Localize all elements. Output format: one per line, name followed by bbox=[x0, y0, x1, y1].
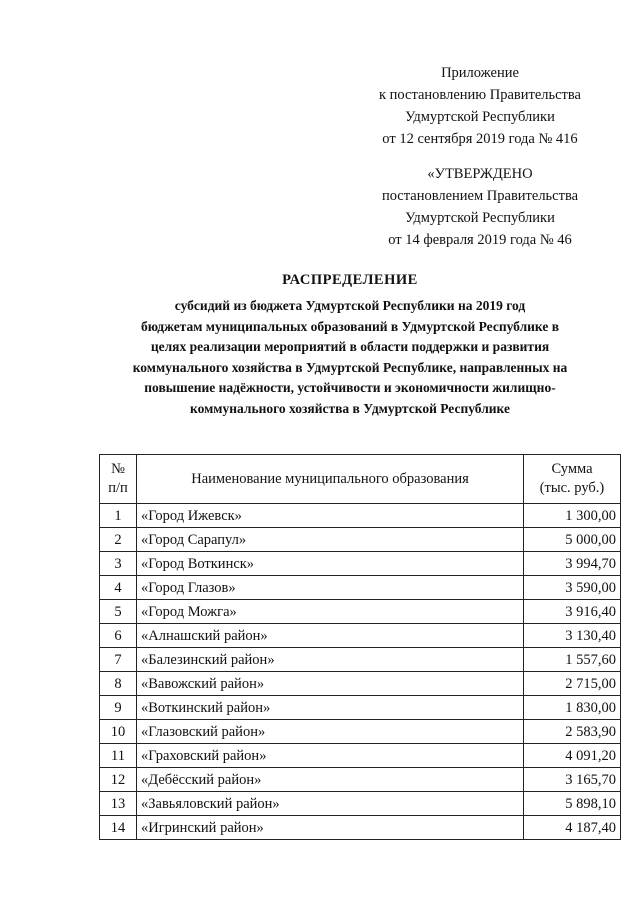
row-sum: 2 583,90 bbox=[524, 720, 621, 744]
row-number: 2 bbox=[100, 528, 137, 552]
header-sum bbox=[524, 455, 621, 504]
table-row bbox=[100, 696, 621, 720]
table-row bbox=[100, 720, 621, 744]
subtitle-line: целях реализации мероприятий в области поддержки и развития bbox=[150, 339, 550, 354]
row-number: 5 bbox=[100, 600, 137, 624]
table-row bbox=[100, 528, 621, 552]
row-number: 3 bbox=[100, 552, 137, 576]
row-number: 10 bbox=[100, 720, 137, 744]
row-sum: 4 187,40 bbox=[524, 816, 621, 840]
header-name: Наименование муниципального образования bbox=[137, 455, 524, 504]
row-number: 7 bbox=[100, 648, 137, 672]
table-row bbox=[100, 768, 621, 792]
row-name: «Город Воткинск» bbox=[137, 552, 524, 576]
subtitle-line: субсидий из бюджета Удмуртской Республики на 2019 год bbox=[174, 298, 526, 313]
approved-line-2: постановлением Правительства bbox=[381, 188, 579, 204]
table-row bbox=[100, 576, 621, 600]
row-sum: 3 165,70 bbox=[524, 768, 621, 792]
row-number: 1 bbox=[100, 504, 137, 528]
document-title: РАСПРЕДЕЛЕНИЕ bbox=[282, 272, 418, 288]
header-sum-line-2: (тыс. руб.) bbox=[539, 480, 605, 496]
annex-line-3: Удмуртской Республики bbox=[405, 109, 555, 125]
row-sum: 1 830,00 bbox=[524, 696, 621, 720]
table-row bbox=[100, 792, 621, 816]
table-row bbox=[100, 552, 621, 576]
annex-block bbox=[330, 62, 630, 150]
row-name: «Алнашский район» bbox=[137, 624, 524, 648]
row-name: «Глазовский район» bbox=[137, 720, 524, 744]
subtitle-line: повышение надёжности, устойчивости и экономичности жилищно- bbox=[144, 380, 556, 395]
table-row bbox=[100, 744, 621, 768]
approved-block bbox=[330, 163, 630, 251]
row-sum: 3 130,40 bbox=[524, 624, 621, 648]
annex-line-2: к постановлению Правительства bbox=[379, 87, 581, 103]
document-subtitle bbox=[60, 296, 640, 419]
table-row bbox=[100, 816, 621, 840]
table-row bbox=[100, 504, 621, 528]
annex-line-1: Приложение bbox=[441, 65, 519, 81]
row-sum: 1 300,00 bbox=[524, 504, 621, 528]
header-sum-line-1: Сумма bbox=[551, 461, 593, 477]
row-sum: 2 715,00 bbox=[524, 672, 621, 696]
row-name: «Город Глазов» bbox=[137, 576, 524, 600]
row-name: «Балезинский район» bbox=[137, 648, 524, 672]
table-row bbox=[100, 672, 621, 696]
row-name: «Город Можга» bbox=[137, 600, 524, 624]
header-number-line-2: п/п bbox=[108, 480, 128, 496]
header-number bbox=[100, 455, 137, 504]
row-name: «Город Сарапул» bbox=[137, 528, 524, 552]
row-sum: 1 557,60 bbox=[524, 648, 621, 672]
row-number: 13 bbox=[100, 792, 137, 816]
subtitle-line: коммунального хозяйства в Удмуртской Республике bbox=[189, 400, 510, 416]
approved-line-3: Удмуртской Республики bbox=[405, 210, 555, 226]
table-header-row bbox=[100, 455, 621, 504]
table-row bbox=[100, 648, 621, 672]
row-sum: 3 994,70 bbox=[524, 552, 621, 576]
row-sum: 3 916,40 bbox=[524, 600, 621, 624]
subtitle-line: коммунального хозяйства в Удмуртской Республике, направленных на bbox=[132, 359, 568, 375]
subtitle-line: бюджетам муниципальных образований в Удмуртской Республике в bbox=[140, 318, 560, 334]
row-number: 9 bbox=[100, 696, 137, 720]
row-number: 11 bbox=[100, 744, 137, 768]
row-number: 6 bbox=[100, 624, 137, 648]
row-name: «Вавожский район» bbox=[137, 672, 524, 696]
row-name: «Воткинский район» bbox=[137, 696, 524, 720]
row-sum: 5 898,10 bbox=[524, 792, 621, 816]
row-name: «Игринский район» bbox=[137, 816, 524, 840]
row-sum: 5 000,00 bbox=[524, 528, 621, 552]
header-number-line-1: № bbox=[111, 461, 125, 477]
table-row bbox=[100, 600, 621, 624]
row-sum: 3 590,00 bbox=[524, 576, 621, 600]
row-number: 4 bbox=[100, 576, 137, 600]
row-sum: 4 091,20 bbox=[524, 744, 621, 768]
row-number: 14 bbox=[100, 816, 137, 840]
table-row bbox=[100, 624, 621, 648]
row-name: «Город Ижевск» bbox=[137, 504, 524, 528]
row-name: «Граховский район» bbox=[137, 744, 524, 768]
row-number: 12 bbox=[100, 768, 137, 792]
distribution-table bbox=[99, 454, 621, 840]
approved-line-4: от 14 февраля 2019 года № 46 bbox=[388, 232, 572, 248]
row-number: 8 bbox=[100, 672, 137, 696]
annex-line-4: от 12 сентября 2019 года № 416 bbox=[382, 131, 578, 147]
row-name: «Завьяловский район» bbox=[137, 792, 524, 816]
approved-line-1: «УТВЕРЖДЕНО bbox=[427, 166, 533, 182]
row-name: «Дебёсский район» bbox=[137, 768, 524, 792]
